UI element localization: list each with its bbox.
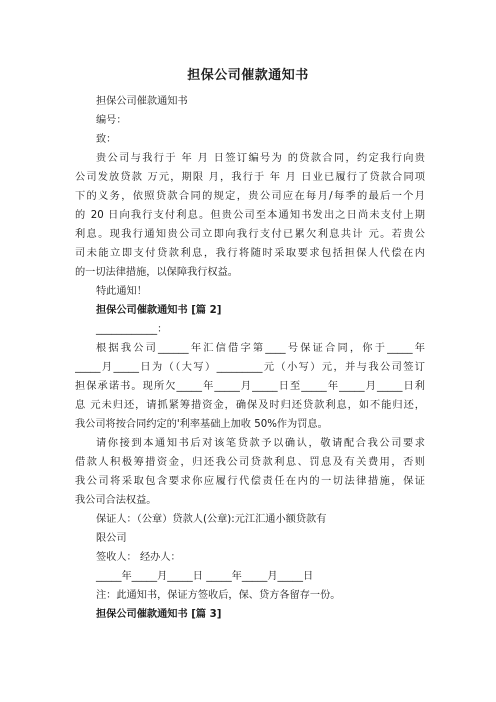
notice-closing: 特此通知！ [96, 286, 147, 297]
paragraph-line: 息 元未归还，请抓紧筹措资金，确保及时归还贷款利息，如不能归还， [75, 400, 425, 411]
paragraph-line: 我公司将采取包含要求你应履行代偿责任在内的一切法律措施，保证 [75, 476, 425, 487]
section-heading-2: 担保公司催款通知书 [篇 2] [96, 305, 222, 316]
paragraph-line: 借款人积极筹措资金，归还我公司贷款利息、罚息及有关费用，否则 [75, 457, 425, 468]
addressee-line: 致： [96, 134, 117, 145]
paragraph-line: 利息。现我行通知贵公司立即向我行支付已累欠利息共计 元。若贵公 [75, 229, 425, 240]
addressee-blank: ____________： [96, 324, 168, 335]
signee-line: 签收人： 经办人： [96, 552, 181, 563]
date-line: _____年_____月_____日 _____年_____月_____日 [96, 571, 314, 582]
signature-line: 限公司 [96, 533, 127, 544]
paragraph-line: 的 20 日向我行支付利息。但贵公司至本通知书发出之日尚未支付上期 [75, 210, 425, 221]
paragraph-line: 贵公司与我行于 年 月 日签订编号为 的贷款合同，约定我行向贵 [96, 153, 425, 164]
note-line: 注：此通知书，保证方签收后，保、贷方各留存一份。 [96, 590, 341, 601]
signature-line: 保证人：（公章）贷款人(公章):元江汇通小额贷款有 [96, 514, 327, 525]
paragraph-line: 司未能立即支付贷款利息，我行将随时采取要求包括担保人代偿在内 [75, 248, 425, 259]
paragraph-line: 根据我公司______年汇信借字第____号保证合同，你于_____年 [96, 343, 425, 354]
document-body [75, 92, 425, 624]
paragraph-line: 公司发放贷款 万元，期限 月，我行于 年 月 日业已履行了贷款合同项 [75, 172, 425, 183]
paragraph-line: 担保承诺书。现所欠_____年_____月_____日至_____年_____月_____日利 [75, 381, 425, 392]
document-title: 担保公司催款通知书 [187, 68, 309, 83]
paragraph-line: 的一切法律措施，以保障我行权益。 [75, 267, 238, 278]
subtitle-line: 担保公司催款通知书 [96, 96, 188, 107]
paragraph-line: 下的义务，依照贷款合同的规定，贵公司应在每月/每季的最后一个月 [75, 191, 425, 202]
paragraph-line: _____月_____日为（（大写）_________元（小写）元，并与我公司签订 [75, 362, 425, 373]
paragraph-line: 我公司将按合同约定的'利率基础上加收 50%作为罚息。 [75, 419, 328, 430]
paragraph-line: 请你接到本通知书后对该笔贷款予以确认，敬请配合我公司要求 [96, 438, 425, 449]
section-heading-3: 担保公司催款通知书 [篇 3] [96, 609, 222, 620]
paragraph-line: 我公司合法权益。 [75, 495, 157, 506]
number-line: 编号： [96, 115, 127, 126]
